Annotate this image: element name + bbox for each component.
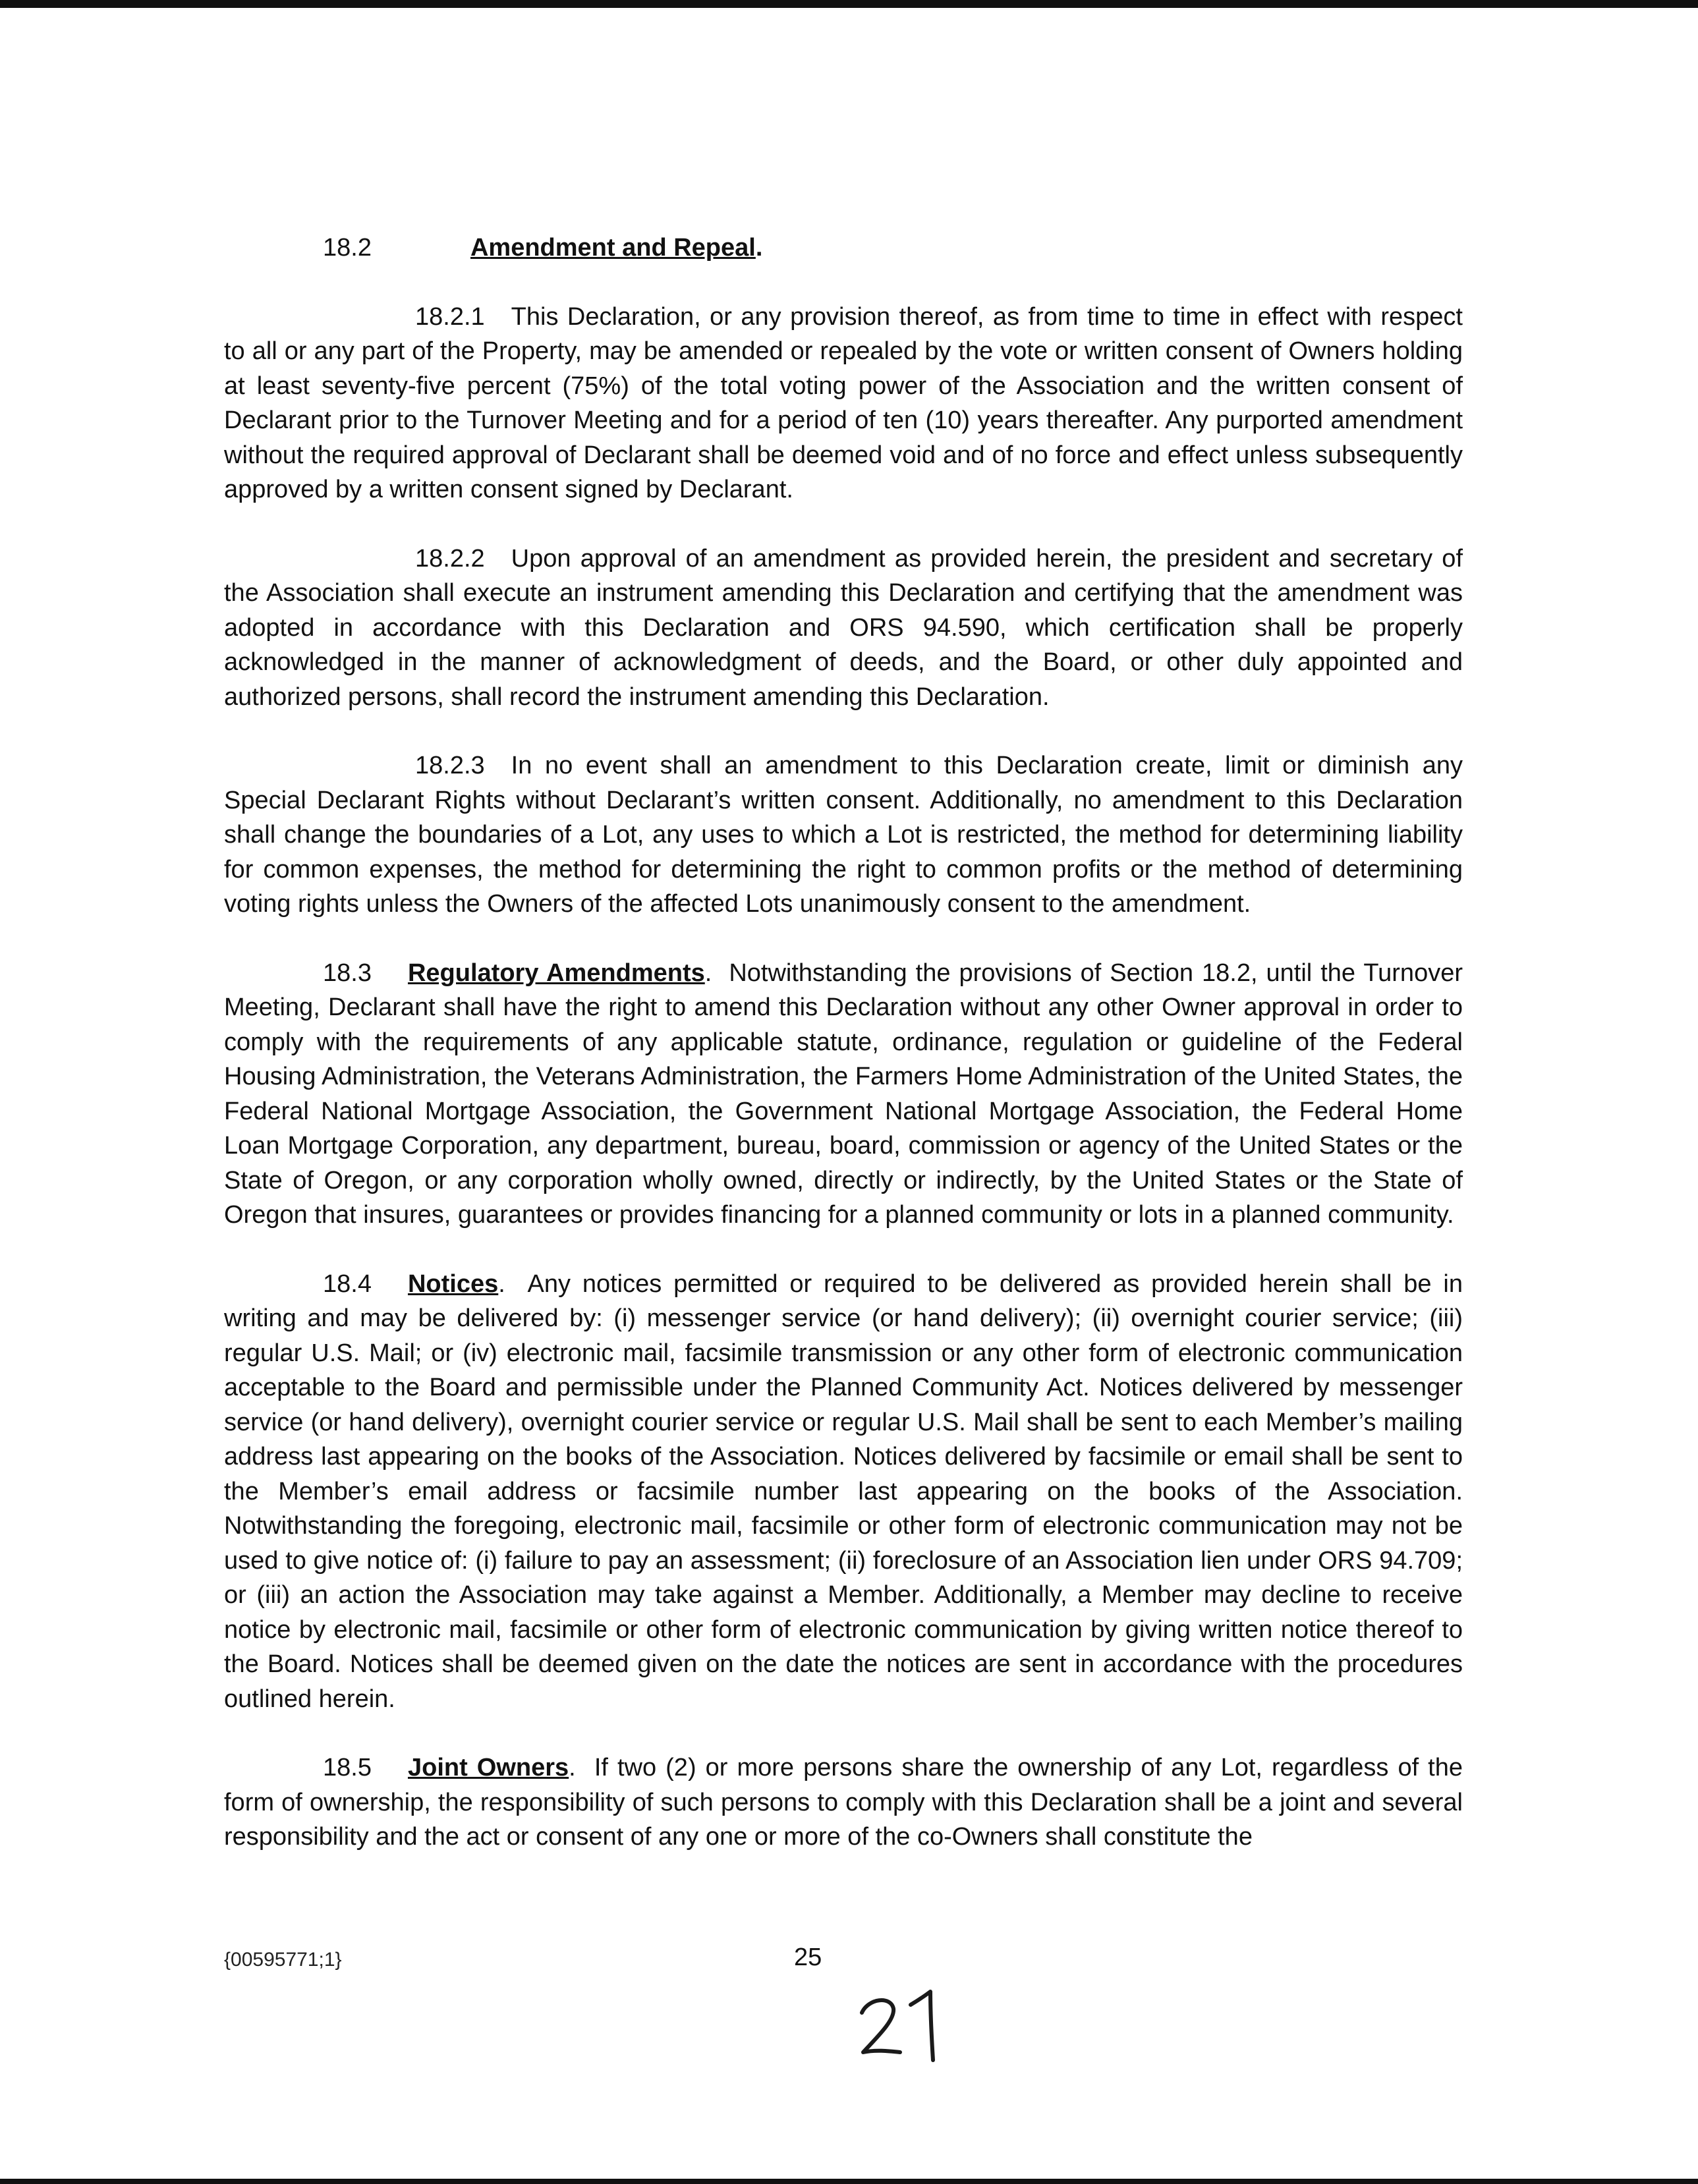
scan-border-bottom [0, 2179, 1698, 2184]
footer-page-number: 25 [794, 1944, 822, 1971]
section-title-suffix: . [704, 959, 712, 987]
section-number: 18.3 [323, 959, 372, 987]
section-number: 18.5 [323, 1754, 372, 1781]
section-number: 18.2.1 [415, 302, 485, 331]
footer-document-id: {00595771;1} [224, 1949, 342, 1971]
section-title-suffix: . [498, 1270, 505, 1298]
section-18-3 [224, 956, 1463, 1233]
section-number: 18.2 [323, 234, 372, 262]
section-text: Upon approval of an amendment as provided herein, the president and secretary of the Association shall execute an instrument amending this Declaration and certifying that the amendment was adopted in accordance with this Declaration and ORS 94.590, which certification shall be properly acknowledged in the manner of acknowledgment of deeds, and the Board, or other duly appointed and authorized persons, shall record the instrument amending this Declaration. [224, 544, 1463, 711]
section-number: 18.2.2 [415, 544, 485, 573]
section-18-2-2 [224, 542, 1463, 715]
section-18-5 [224, 1750, 1463, 1855]
scan-border-top [0, 0, 1698, 8]
section-number: 18.2.3 [415, 752, 485, 779]
section-title-suffix: . [569, 1754, 576, 1781]
section-18-2-3 [224, 748, 1463, 922]
section-title: Joint Owners [407, 1754, 569, 1781]
section-title: Amendment and Repeal [470, 234, 756, 262]
section-text: Notwithstanding the provisions of Section 18.2, until the Turnover Meeting, Declarant shall have the right to amend this Declaration without any other Owner approval in order to comply with the requirements of any applicable statute, ordinance, regulation or guideline of the Federal Housing Administration, the Veterans Administration, the Farmers Home Administration of the United States, the Federal National Mortgage Association, the Government National Mortgage Association, the Federal Home Loan Mortgage Corporation, any department, bureau, board, commission or agency of the United States or the State of Oregon, or any corporation wholly owned, directly or indirectly, by the United States or the State of Oregon that insures, guarantees or provides financing for a planned community or lots in a planned community. [224, 959, 1463, 1229]
section-title: Regulatory Amendments [407, 959, 705, 987]
handwritten-page-number [857, 1986, 955, 2065]
document-body [224, 231, 1463, 1855]
section-text: Any notices permitted or required to be delivered as provided herein shall be in writing and may be delivered by: (i) messenger service (or hand delivery); (ii) overnight courier service; (iii) regular U.S. Mail; or (iv) electronic mail, facsimile transmission or any other form of electronic communication acceptable to the Board and permissible under the Planned Community Act. Notices delivered by messenger service (or hand delivery), overnight courier service or regular U.S. Mail shall be sent to each Member’s mailing address last appearing on the books of the Association. Notices delivered by facsimile or email shall be sent to the Member’s email address or facsimile number last appearing on the books of the Association. Notwithstanding the foregoing, electronic mail, facsimile or other form of electronic communication may not be used to give notice of: (i) failure to pay an assessment; (ii) foreclosure of an Association lien under ORS 94.709; or (iii) an action the Association may take against a Member. Additionally, a Member may decline to receive notice by electronic mail, facsimile or other form of electronic communication by giving written notice thereof to the Board. Notices shall be deemed given on the date the notices are sent in accordance with the procedures outlined herein. [224, 1270, 1463, 1713]
section-18-4 [224, 1267, 1463, 1717]
section-text: In no event shall an amendment to this Declaration create, limit or diminish any Special Declarant Rights without Declarant’s written consent. Additionally, no amendment to this Declaration shall change the boundaries of a Lot, any uses to which a Lot is restricted, the method for determining liability for common expenses, the method for determining the right to common profits or the method of determining voting rights unless the Owners of the affected Lots unanimously consent to the amendment. [224, 752, 1463, 918]
section-title-suffix: . [755, 234, 763, 262]
section-text: This Declaration, or any provision thereof, as from time to time in effect with respect to all or any part of the Property, may be amended or repealed by the vote or written consent of Owners holding at least seventy-five percent (75%) of the total voting power of the Association and the written consent of Declarant prior to the Turnover Meeting and for a period of ten (10) years thereafter. Any purported amendment without the required approval of Declarant shall be deemed void and of no force and effect unless subsequently approved by a written consent signed by Declarant. [224, 302, 1463, 503]
section-number: 18.4 [323, 1270, 372, 1298]
section-18-2-1 [224, 300, 1463, 507]
section-title: Notices [407, 1270, 499, 1298]
section-text: If two (2) or more persons share the ownership of any Lot, regardless of the form of ownership, the responsibility of such persons to comply with this Declaration shall be a joint and several responsibility and the act or consent of any one or more of the co-Owners shall constitute the [224, 1754, 1463, 1851]
section-18-2-heading [224, 231, 1463, 266]
